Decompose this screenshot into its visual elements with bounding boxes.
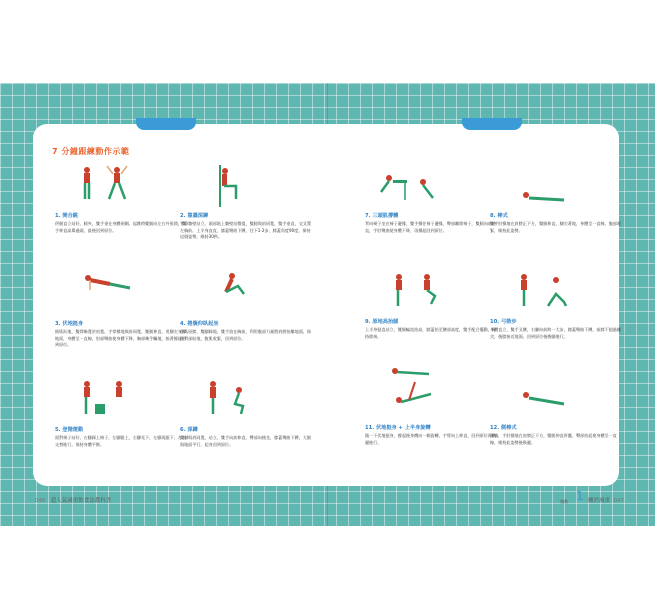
right-label: 運動 <box>560 499 568 504</box>
tab-right <box>462 118 522 130</box>
exercise-name: 2. 靠牆深蹲 <box>180 213 209 219</box>
figure-crunch <box>210 270 250 310</box>
figure-triceps-dip <box>375 168 445 212</box>
exercise-desc: 背向椅子坐在椅子邊緣，雙手撐住椅子邊緣，臀部離開椅子，雙腿向前伸直，手肘彎曲使身體下降，再撐起回到原位。 <box>365 221 496 233</box>
exercise-6 <box>180 426 314 448</box>
left-page-number: 046 <box>35 498 46 504</box>
page-title: 7 分鐘跟練動作示範 <box>52 147 130 156</box>
exercise-name: 1. 開合跳 <box>55 213 78 219</box>
figure-squat <box>203 378 253 418</box>
exercise-name: 9. 原地高抬腿 <box>365 319 399 325</box>
exercise-desc: 上半身挺直站立，雙腿輪流抬高，膝蓋抬至腰部高度，雙手配合擺動，保持節奏。 <box>365 327 496 339</box>
exercise-desc: 俯臥趴地，雙臂略寬於肩寬，手掌撐地與肩同寬，雙腿伸直，用腳尖支撐地面，身體呈一直線，肘部彎曲使身體下降，胸部幾乎觸地，接著撐起回到原位。 <box>55 329 186 348</box>
exercise-name: 4. 捲腹仰臥起坐 <box>180 321 219 327</box>
exercise-2 <box>180 212 314 241</box>
exercise-11 <box>365 424 499 446</box>
exercise-name: 11. 伏地挺身 + 上半身旋轉 <box>365 425 431 431</box>
right-footer <box>588 496 624 504</box>
figure-side-plank <box>520 390 570 408</box>
exercise-5 <box>55 426 189 448</box>
exercise-desc: 併腿直立站好，腿夾，雙手垂在身體兩側。起跳時雙腿向左右外張開，雙手伸直高舉過頭，最後回到原位。 <box>55 221 186 233</box>
exercise-10 <box>490 318 624 340</box>
exercise-desc: 做一下伏地挺身，撐起後身體向一側旋轉，手臂向上伸直，回到原位再換邊進行。 <box>365 433 496 445</box>
left-footer <box>35 496 111 504</box>
exercise-desc: 仰臥屈膝，雙腳踩地，雙手放在胸前，利用腹部力量將肩膀抬離地面，保持背部貼地，腹肌收緊，回到原位。 <box>180 329 311 341</box>
left-footer-text: 超人氣減重飲食法教科書 <box>50 498 112 504</box>
exercise-3 <box>55 320 189 349</box>
exercise-name: 7. 三頭肌撐體 <box>365 213 399 219</box>
exercise-desc: 面對椅子站好，右腳踩上椅子，左腳跟上，右腳先下，左腳再跟下，左右交替進行，保持身體平衡。 <box>55 435 186 447</box>
exercise-7 <box>365 212 499 234</box>
exercise-name: 5. 登階運動 <box>55 427 84 433</box>
figure-wall-sit <box>210 165 250 209</box>
exercise-4 <box>180 320 314 342</box>
exercise-8 <box>490 212 624 234</box>
exercise-desc: 雙手肘撐地在肩膀正下方，雙腿伸直，腳尖著地，身體呈一直線，腹部收緊，維持此姿勢。 <box>490 221 621 233</box>
figure-lunge <box>514 272 574 312</box>
exercise-12 <box>490 424 624 446</box>
exercise-desc: 身體直立，雙手叉腰，右腳向前跨一大步，膝蓋彎曲下蹲，前膝不超過腳尖，後膝接近地面，回到原位後換腳進行。 <box>490 327 621 339</box>
exercise-name: 12. 側棒式 <box>490 425 517 431</box>
exercise-name: 10. 弓箭步 <box>490 319 517 325</box>
right-page-number: 047 <box>613 498 625 504</box>
exercise-desc: 雙腳與肩同寬，站立，雙手向前伸直，臀部向後坐，膝蓋彎曲下蹲，大腿與地面平行，起身回到原位。 <box>180 435 311 447</box>
figure-push-up-rotation <box>385 362 445 414</box>
figure-plank <box>520 190 570 206</box>
exercise-name: 6. 深蹲 <box>180 427 198 433</box>
exercise-name: 8. 棒式 <box>490 213 508 219</box>
figure-jumping-jack <box>75 165 135 205</box>
tab-left <box>136 118 196 130</box>
exercise-1 <box>55 212 189 234</box>
right-footer-text: 關於減重 <box>588 498 611 504</box>
chapter-number: 1 <box>576 489 584 503</box>
figure-push-up <box>80 270 140 300</box>
exercise-name: 3. 伏地挺身 <box>55 321 84 327</box>
figure-high-knees <box>387 272 447 312</box>
exercise-desc: 背靠牆壁站立，頭部貼上牆壁站穩提，雙腿與肩同寬，雙手垂直，交叉置左胸前。上半身直直，膝蓋彎曲下蹲，往下1-2步，膝蓋角度90度，保持這個姿勢，維持30秒。 <box>180 221 311 240</box>
exercise-9 <box>365 318 499 340</box>
exercise-desc: 側躺，手肘撐地在肩膀正下方，雙腿伸直併攏，臀部抬起使身體呈一直線，維持此姿勢後換邊。 <box>490 433 617 445</box>
figure-step-up <box>75 378 135 418</box>
